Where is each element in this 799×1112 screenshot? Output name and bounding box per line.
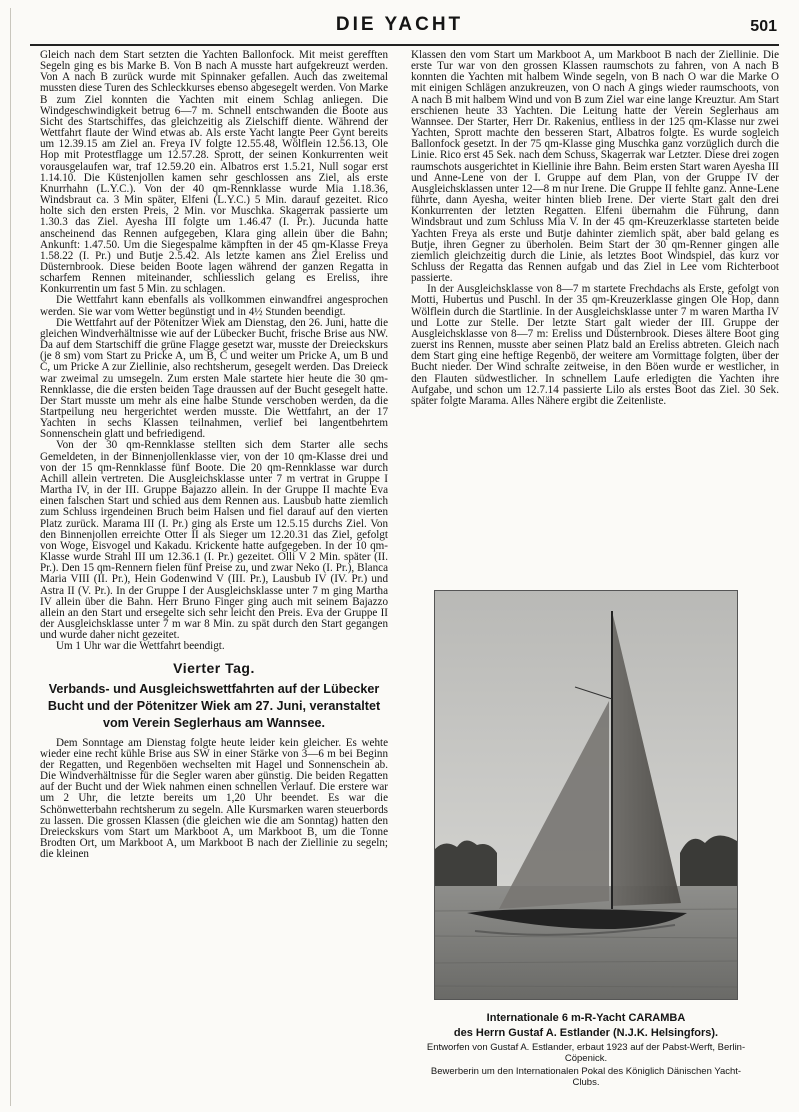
- header-rule: [30, 44, 779, 46]
- article-paragraph: Um 1 Uhr war die Wettfahrt beendigt.: [56, 640, 225, 653]
- right-column: [411, 50, 779, 407]
- magazine-title: DIE YACHT: [335, 14, 464, 35]
- article-paragraph: Von der 30 qm-Rennklasse stellten sich dem Starter alle sechs Gemeldeten, in der Binnenjollenklasse vier, von der 10 qm-Klasse drei und von der 15 qm-Rennklasse fünf Boote. Die 20 qm-Rennklasse war durch Achill allein vertreten. Die Ausgleichsklasse unter 7 m vertrat in Gruppe I Martha IV, in der III. Gruppe Bajazzo allein. In der Gruppe II machte Eva einen falschen Start und schied aus dem Rennen aus. Lausbub hatte ziemlich zum Schluss irgendeinen Bruch beim Halsen und fiel darauf auf den vierten Platz zurück. Marama III (I. Pr.) ging als Erste um 12.5.15 durchs Ziel. Von den Binnenjollen erreichte Otter II als Sieger um 12.20.31 das Ziel, gefolgt von Woge, Eisvogel und Kakadu. Krickente hatte aufgegeben. In der 10 qm-Klasse wurde Strahl III um 12.36.1 (I. Pr.) gezeitet. Olli V 2 Min. später (II. Pr.). Den 15 qm-Rennern fielen fünf Preise zu, und zwar Neko (I. Pr.), Blanca Maria VIII (II. Pr.), Hein Godenwind V (III. Pr.), Lausbub IV (IV. Pr.) und Astra II (V. Pr.). In der Gruppe I der Ausgleichsklasse unter 7 m ging Martha IV allein über die Bahn. Herr Bruno Finger ging auch mit seinem Bajazzo allein an den Start und ersegelte sich sehr leicht den Preis. Eva der Gruppe II der Ausgleichsklasse unter 7 m war 8 Min. zu spät durch den Start gegangen und wurde daher nicht gezeitet.: [40, 439, 388, 642]
- article-paragraph: Dem Sonntage am Dienstag folgte heute leider kein gleicher. Es wehte wieder eine recht kühle Brise aus SW in einer Stärke von 3—6 m bei Beginn der Regatten, und Regenböen wechselten mit Hagel und Sonnenschein ab. Die Windverhältnisse für die Segler waren aber günstig. Die beiden Regatten auf der Bucht und der Wiek nahmen einen schnellen Verlauf. Die erstere war um 2 Uhr, die letzte bereits um 1,20 Uhr beendet. Es war die Schönwetterbahn rechtsherum zu segeln. Alle Kursmarken waren steuerbords zu lassen. Die grossen Klassen (die gleichen wie die am Sonntag) hatten den Dreieckskurs vom Start um Markboot A, um Markboot B, um die Tonne Brodten Ort, um Markboot A, um Markboot B nach der Ziellinie zu segeln; die kleinen: [40, 736, 388, 861]
- section-subheading: Verbands- und Ausgleichswettfahrten auf der Lübecker Bucht und der Pötenitzer Wiek am 27. Juni, veranstaltet vom Verein Seglerhaus am Wannsee.: [47, 681, 381, 730]
- page-number: 501: [750, 18, 777, 35]
- yacht-illustration: [435, 591, 737, 999]
- photo-caption-bewerber: Bewerberin um den Internationalen Pokal des Königlich Dänischen Yacht-Clubs.: [430, 1066, 742, 1088]
- article-paragraph: Die Wettfahrt kann ebenfalls als vollkommen einwandfrei angesprochen werden. Sie war vom Wetter begünstigt und in 4½ Stunden beendigt.: [40, 294, 388, 318]
- article-paragraph: Klassen den vom Start um Markboot A, um Markboot B nach der Ziellinie. Die erste Tur war von den grossen Klassen raumschots zu fahren, von A nach B konnten die Yachten mit halbem Winde segeln, von B nach O war die Marke O mit einigen Schlägen anzukreuzen, von O nach A gings wieder raumschoots, von A nach B mit halbem Wind und von B zum Ziel war eine lange Kreuztur. Am Start erschienen heute 33 Yachten. Die Leitung hatte der Verein Seglerhaus am Wannsee. Der Starter, Herr Dr. Rakenius, entliess in der 125 qm-Klasse nur zwei Yachten, Sprott machte den besseren Start, Albatros folgte. Es wurde sogleich Ballonfock gesetzt. In der 75 qm-Klasse ging Muschka ganz vorzüglich durch die Linie. Rico erst 45 Sek. nach dem Schuss, Skagerrak war Letzter. Diese drei zogen raumschots ausgerichtet in Kiellinie ihre Bahn. Beim ersten Start waren Ayesha III und Anne-Lene von der I. Gruppe auf dem Plan, von der Gruppe IV der Ausgleichsklassen unter 12—8 m nur Irene. Die Gruppe II fehlte ganz. Anne-Lene führte, dann Ayesha, weiter hinten blieb Irene. Der vierte Start galt den drei Konkurrenten der letzten Regatten. Elfeni übernahm die Führung, dann Windsbraut und zum Schluss Mia V. In der 45 qm-Kreuzerklasse starteten beide Yachten Freya als erste und Butje dahinter ziemlich spät, aber bald gelang es Butje, ihren Gegner zu überholen. Beim Start der 30 qm-Renner gingen alle ziemlich gleichzeitig durch die Linie, als letztes Boot Windspiel, das kurz vor Schluss der Regatta das Rennen aufgab und das Ziel in Lee vom Richterboot passierte.: [411, 49, 779, 285]
- photo-caption-designer: Entworfen von Gustaf A. Estlander, erbaut 1923 auf der Pabst-Werft, Berlin-Cöpenick.: [426, 1042, 746, 1064]
- photo-caption-owner: des Herrn Gustaf A. Estlander (N.J.K. Helsingfors).: [453, 1027, 719, 1039]
- sailing-yacht-photo: [434, 590, 738, 1000]
- article-paragraph: In der Ausgleichsklasse von 8—7 m startete Frechdachs als Erste, gefolgt von Motti, Hubertus und Puschl. In der 35 qm-Kreuzerklasse gingen Ole Hop, dann Wölflein durch die Startlinie. In der Ausgleichsklasse unter 7 m waren Martha IV und Lotte zur Stelle. Der letzte Start galt wieder der III. Gruppe der Ausgleichsklasse von 8—7 m: Ereliss und Düsternbrook. Dieses ältere Boot ging zuerst ins Rennen, musste aber seinen Platz bald an Ereliss abtreten. Gleich nach dem Start ging eine heftige Regenbö, der weitere am Vormittage folgten, über der Bucht nieder. Der Wind schralte zeitweise, in den Böen wurde er westlicher, in den Flauten südwestlicher. In schnellem Laufe erledigten die Yachten ihre Aufgabe, und schon um 12.7.14 passierte Lilo als erstes Boot das Ziel. 30 Sek. später folgte Marama. Alles Nähere ergibt die Zeitenliste.: [411, 283, 779, 407]
- left-column: [40, 50, 388, 860]
- article-paragraph: Die Wettfahrt auf der Pötenitzer Wiek am Dienstag, den 26. Juni, hatte die gleichen Windverhältnisse wie auf der Lübecker Bucht, frische Brise aus NW. Da auf dem Startschiff die grüne Flagge gesetzt war, musste der Dreieckskurs (je 8 sm) vom Start zu Pricke A, um B, C und weiter um Pricke A, um B und C, um Pricke A zur Ziellinie, also rechtsherum, gesegelt werden. Das Dreieck war zweimal zu umsegeln. Zum ersten Male startete hier heute die 30 qm-Rennklasse, die die ersten beiden Tage draussen auf der Bucht gesegelt hatte. Der Start musste um mehr als eine halbe Stunde verschoben werden, da die Startpeilung neu hergerichtet werden musste. Die Wettfahrt, an der 17 Yachten in sechs Klassen teilnahmen, verlief bei langentbehrtem Sonnenschein glatt und befriedigend.: [40, 316, 388, 441]
- article-paragraph: Gleich nach dem Start setzten die Yachten Ballonfock. Mit meist gerefften Segeln ging es bis Marke B. Von B nach A musste hart aufgekreuzt werden. Von A nach B zurück wurde mit Spinnaker gefallen. Auch das zweitemal mussten diese Turen des Schleckkurses ebenso abgesegelt werden. Von Marke B zum Ziel konnten die Yachten mit einem Schlag anliegen. Die Windgeschwindigkeit betrug 6—7 m. Schnell entschwanden die Boote aus Sicht des Startschiffes, das gleichzeitig als Zielschiff diente. Während der Wettfahrt flaute der Wind etwas ab. Als erste Yacht langte Peer Gynt bereits um 12.39.15 am Ziel an. Freya IV folgte 12.55.48, Wölflein 12.56.13, Ole Hop mit Protestflagge um 12.57.28. Sprott, der seinen Konkurrenten weit vorausgelaufen war, traf 12.59.20 ein. Albatros erst 1.5.21, Null sogar erst 1.14.10. Die Küstenjollen kamen sehr geschlossen ans Ziel, als erste Knurrhahn (L.Y.C.). Von der 40 qm-Rennklasse wurde Mia 1.18.36, Windsbraut ca. 3 Min später, Elfeni (L.Y.C.) 5 Min. darauf gezeitet. Rico holte sich den ersten Preis, 2 Min. vor Muschka. Skagerrak passierte um 1.30.3 das Ziel. Ayesha III folgte um 1.46.47 (I. Pr.). Jucunda hatte anscheinend das Rennen aufgegeben, Klara ging allein über die Bahn; Ankunft: 1.47.50. Um die Siegespalme kämpften in der 45 qm-Klasse Freya 1.58.22 (I. Pr.) und Butje 2.5.42. Als letzte kamen ans Ziel Ereliss und Düsternbrook. Diese beiden Boote lagen während der ganzen Regatta in scharfem Rennen miteinander, schliesslich gelang es Ereliss, ihre Konkurrentin um fast 5 Min. zu schlagen.: [40, 49, 388, 296]
- photo-caption-title: Internationale 6 m-R-Yacht CARAMBA: [486, 1012, 686, 1024]
- section-heading: Vierter Tag.: [173, 660, 255, 677]
- page-header: [0, 10, 799, 44]
